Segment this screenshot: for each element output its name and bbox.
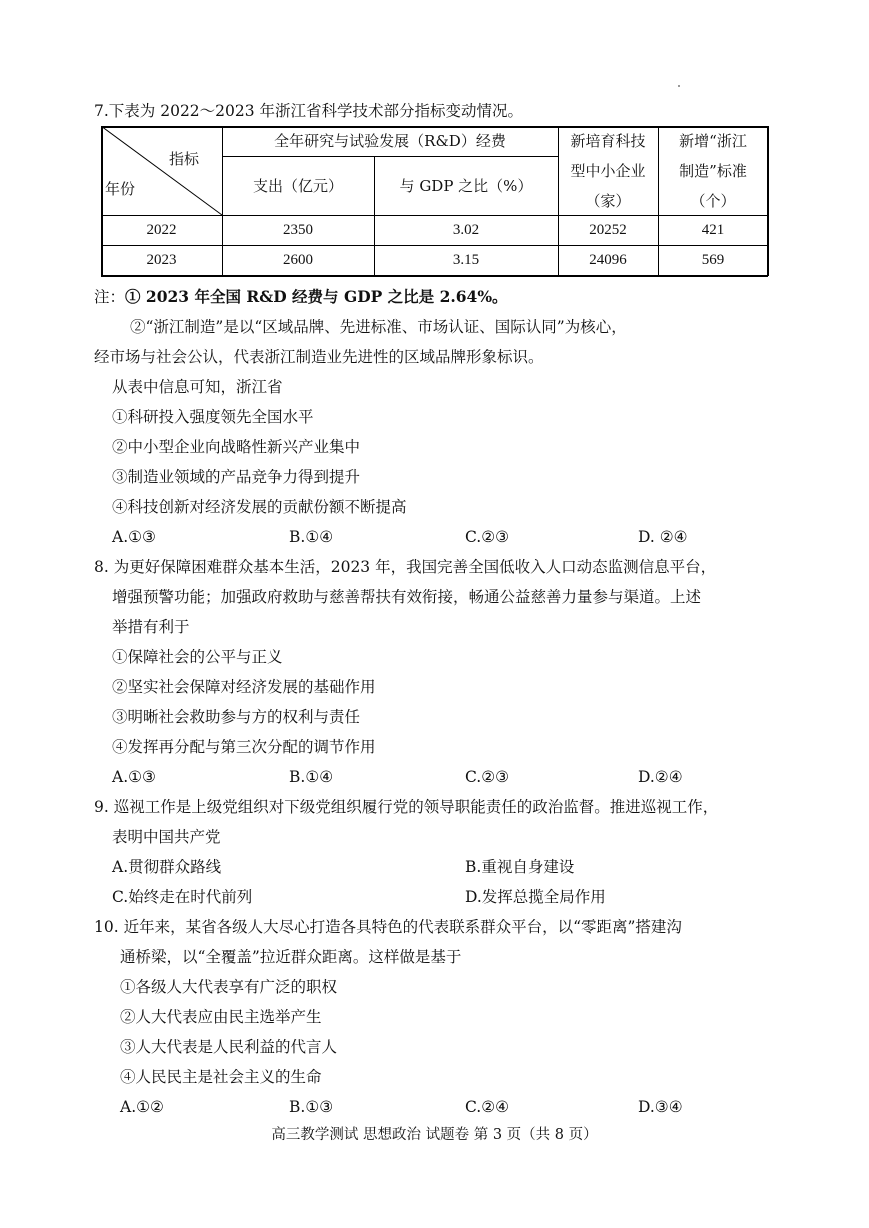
q8-item: ②坚实社会保障对经济发展的基础作用: [112, 678, 376, 696]
q7-prompt: 从表中信息可知，浙江省: [112, 378, 283, 396]
q7-option-b: B.①④: [289, 528, 334, 546]
header-zj-1: 新增“浙江: [679, 132, 747, 150]
q8-line: 增强预警功能；加强政府救助与慈善帮扶有效衔接，畅通公益慈善力量参与渠道。上述: [112, 588, 702, 606]
q7-option-a: A.①③: [112, 528, 156, 546]
table-cell: 2350: [283, 222, 313, 238]
note1-text: ① 2023 年全国 R&D 经费与 GDP 之比是 2.64%。: [125, 287, 508, 306]
q8-item: ③明晰社会救助参与方的权利与责任: [112, 708, 361, 726]
q7-note1: [94, 282, 508, 312]
q10-option-d: D.③④: [638, 1098, 683, 1116]
table-cell: 20252: [589, 222, 627, 238]
q10-line: 10. 近年来，某省各级人大尽心打造各具特色的代表联系群众平台，以“零距离”搭建沟: [94, 918, 682, 936]
q10-item: ②人大代表应由民主选举产生: [120, 1008, 322, 1026]
q9-option-c: C.始终走在时代前列: [112, 888, 253, 906]
header-spend: 支出（亿元）: [252, 177, 343, 195]
table-cell: 569: [701, 252, 725, 268]
header-sme-3: （家）: [585, 192, 631, 210]
table-cell: 2022: [146, 222, 177, 238]
q9-option-b: B.重视自身建设: [465, 858, 575, 876]
q10-item: ③人大代表是人民利益的代言人: [120, 1038, 338, 1056]
q9-line: 9. 巡视工作是上级党组织对下级党组织履行党的领导职能责任的政治监督。推进巡视工作，: [94, 798, 719, 816]
corner-year-label: 年份: [105, 180, 136, 198]
q7-option-d: D. ②④: [638, 528, 688, 546]
q10-item: ④人民民主是社会主义的生命: [120, 1068, 322, 1086]
speck: [678, 85, 680, 87]
q7-item: ②中小型企业向战略性新兴产业集中: [112, 438, 361, 456]
q8-option-d: D.②④: [638, 768, 683, 786]
table-cell: 3.15: [452, 252, 480, 268]
table-cell: 24096: [589, 252, 627, 268]
q7-option-c: C.②③: [465, 528, 510, 546]
header-sme-2: 型中小企业: [570, 162, 646, 180]
note-label: 注：: [94, 288, 126, 306]
header-zj-2: 制造”标准: [679, 162, 747, 180]
header-gdp-ratio: 与 GDP 之比（%）: [399, 177, 533, 195]
q8-option-c: C.②③: [465, 768, 510, 786]
q10-item: ①各级人大代表享有广泛的职权: [120, 978, 338, 996]
q8-item: ④发挥再分配与第三次分配的调节作用: [112, 738, 376, 756]
q8-item: ①保障社会的公平与正义: [112, 648, 283, 666]
q8-line: 举措有利于: [112, 618, 190, 636]
q7-item: ③制造业领域的产品竞争力得到提升: [112, 468, 361, 486]
q10-line: 通桥梁，以“全覆盖”拉近群众距离。这样做是基于: [120, 948, 462, 966]
header-zj-3: （个）: [690, 192, 736, 210]
header-rd: 全年研究与试验发展（R&D）经费: [274, 132, 506, 150]
q7-note2b: 经市场与社会公认，代表浙江制造业先进性的区域品牌形象标识。: [94, 348, 544, 366]
q9-option-d: D.发挥总揽全局作用: [465, 888, 606, 906]
table-cell: 2023: [146, 252, 177, 268]
q7-note2a: ②“浙江制造”是以“区域品牌、先进标准、市场认证、国际认同”为核心，: [130, 318, 627, 336]
q7-table: [101, 126, 768, 276]
page-footer: 高三教学测试 思想政治 试题卷 第 3 页（共 8 页）: [271, 1127, 598, 1143]
table-cell: 2600: [283, 252, 313, 268]
q7-item: ④科技创新对经济发展的贡献份额不断提高: [112, 498, 407, 516]
q9-line: 表明中国共产党: [112, 828, 221, 846]
q8-option-b: B.①④: [289, 768, 334, 786]
q9-option-a: A.贯彻群众路线: [112, 858, 222, 876]
header-sme-1: 新培育科技: [570, 132, 646, 150]
corner-indicator-label: 指标: [168, 150, 199, 168]
table-cell: 421: [701, 222, 725, 238]
q10-option-c: C.②④: [465, 1098, 510, 1116]
q10-option-a: A.①②: [120, 1098, 164, 1116]
q8-line: 8. 为更好保障困难群众基本生活，2023 年，我国完善全国低收入人口动态监测信息平台，: [94, 558, 717, 576]
q7-item: ①科研投入强度领先全国水平: [112, 408, 314, 426]
q10-option-b: B.①③: [289, 1098, 334, 1116]
q8-option-a: A.①③: [112, 768, 156, 786]
table-cell: 3.02: [452, 222, 480, 238]
q7-stem: 7.下表为 2022～2023 年浙江省科学技术部分指标变动情况。: [94, 102, 524, 120]
